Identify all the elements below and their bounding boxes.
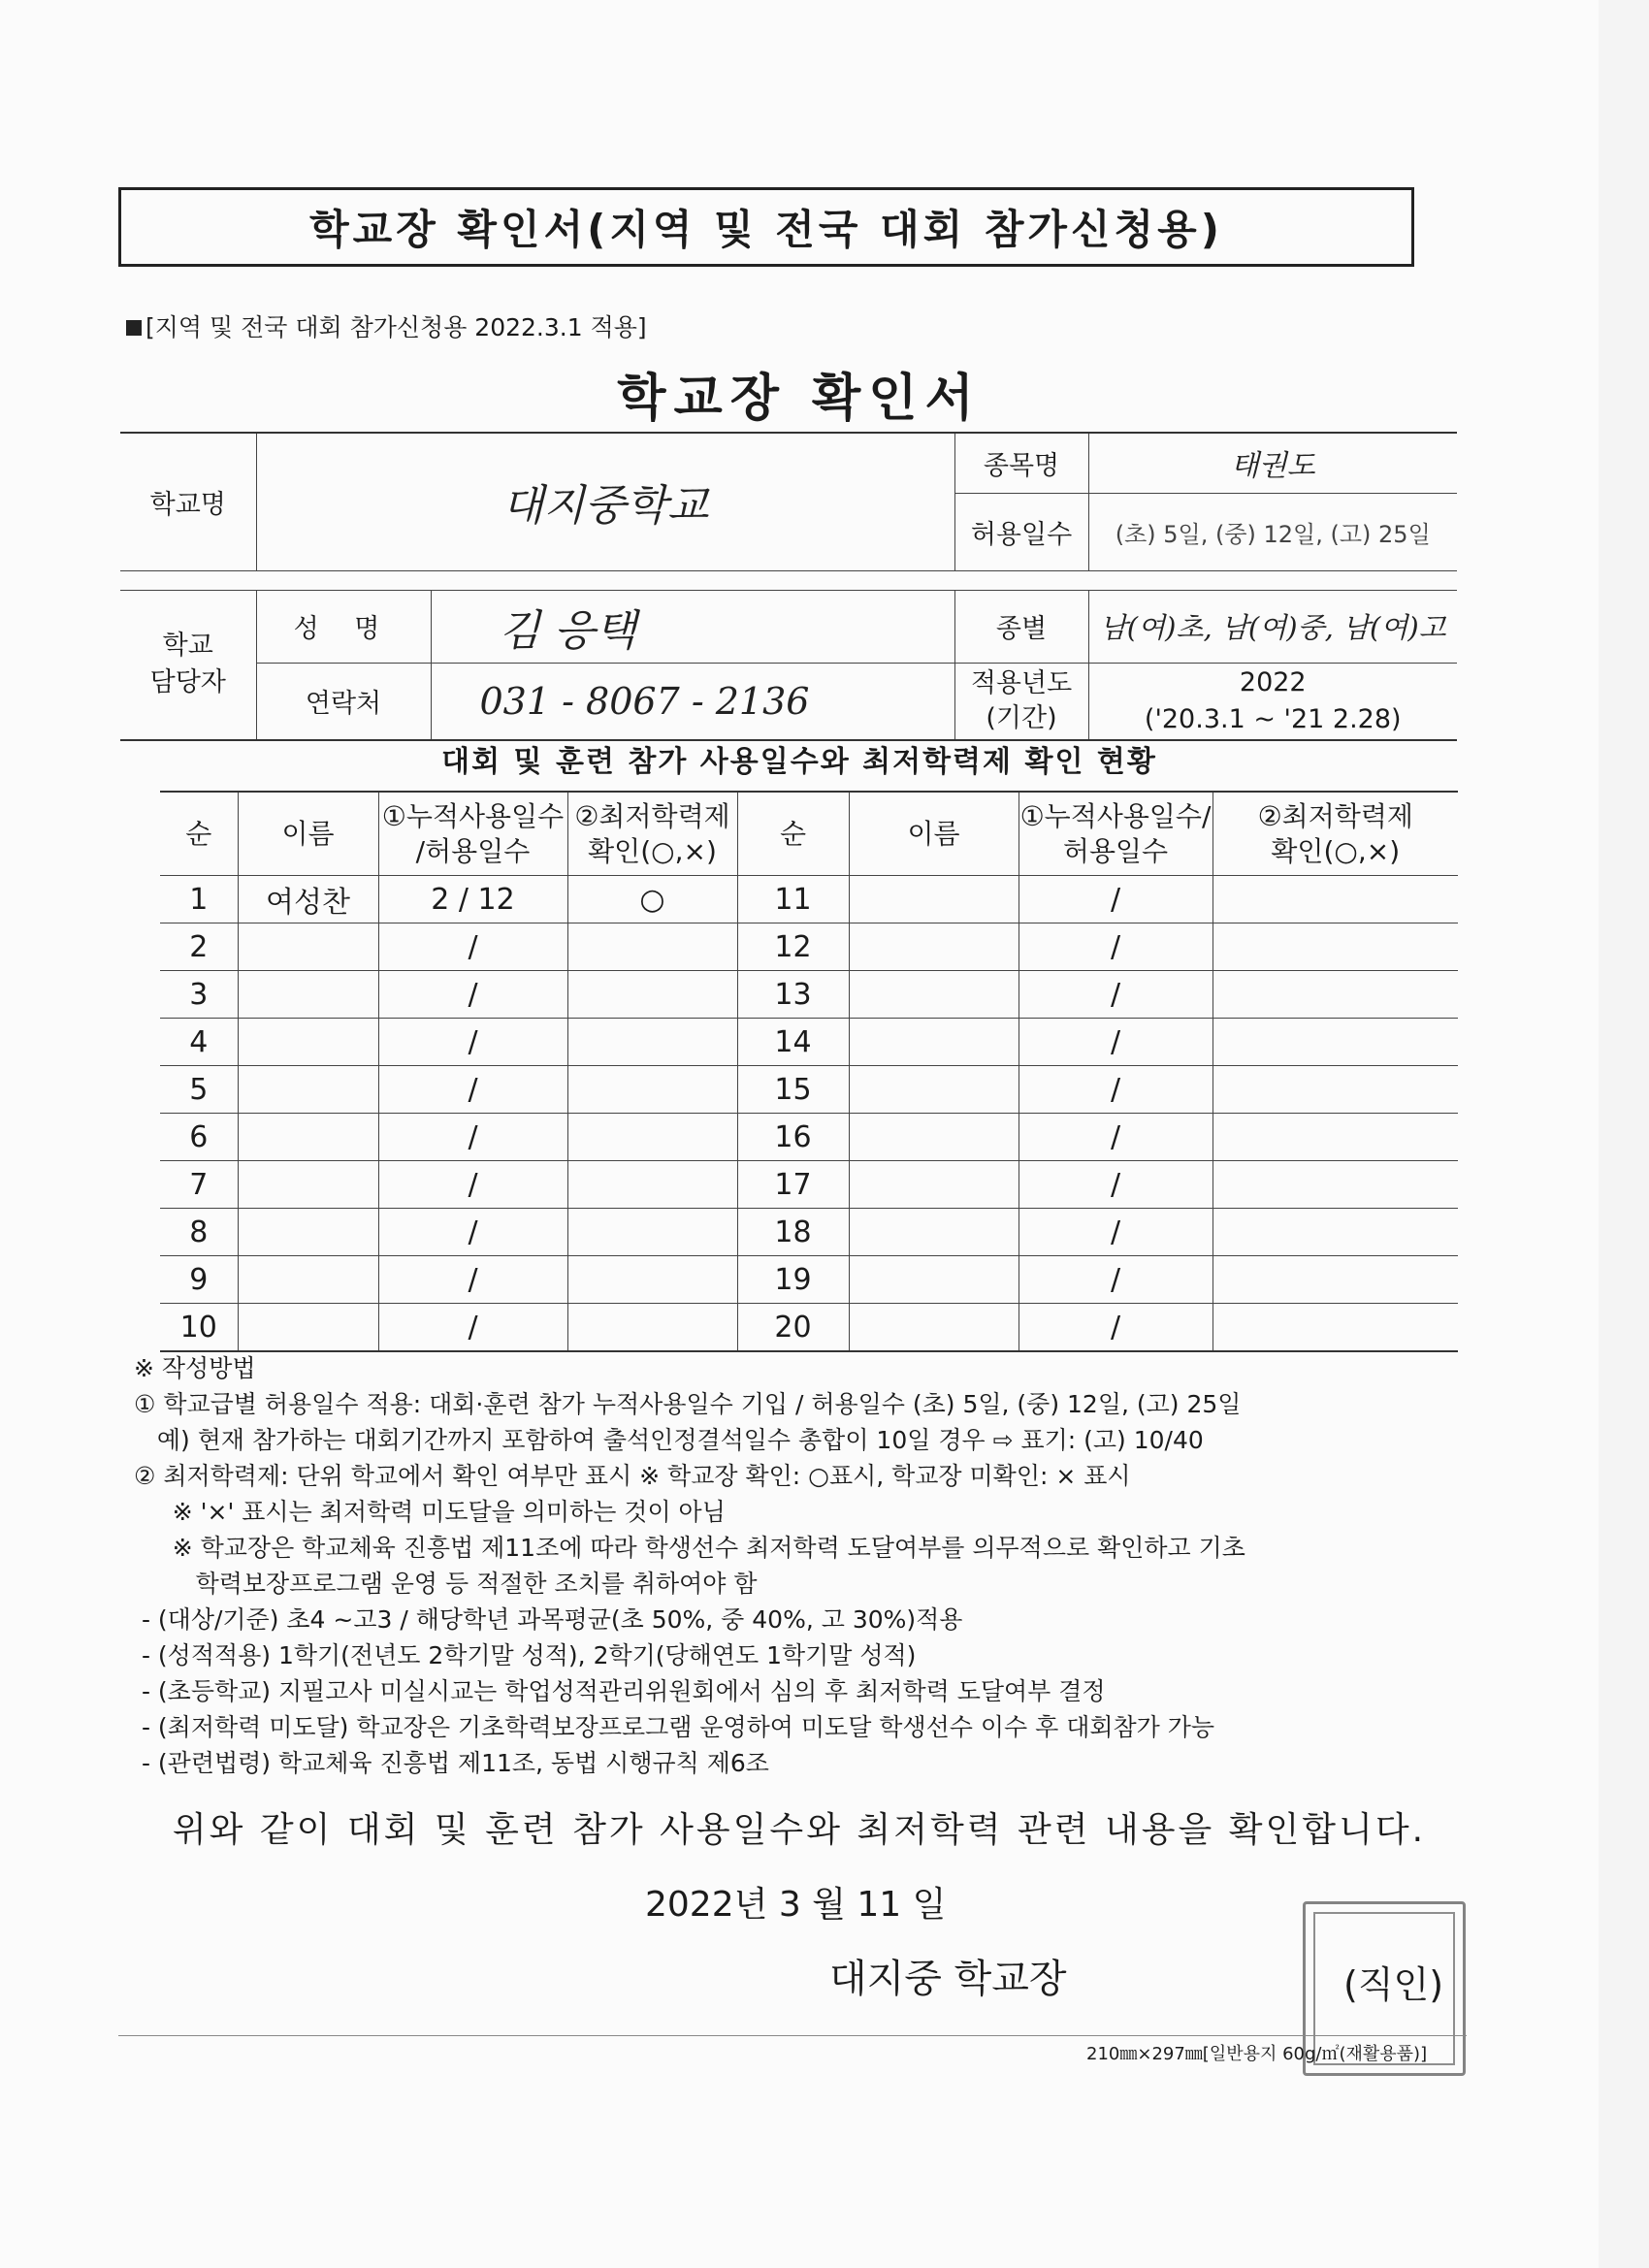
spacer-row bbox=[120, 570, 1457, 590]
row-name-2 bbox=[849, 923, 1018, 971]
row-no: 2 bbox=[160, 923, 238, 971]
table-row bbox=[160, 1114, 1458, 1161]
row-days: / bbox=[378, 1304, 567, 1352]
event-value: 태권도 bbox=[1088, 433, 1457, 493]
footer-divider bbox=[118, 2035, 1467, 2036]
row-check-2 bbox=[1212, 1161, 1458, 1209]
row-name bbox=[238, 971, 378, 1019]
row-name-2 bbox=[849, 1256, 1018, 1304]
row-no: 5 bbox=[160, 1066, 238, 1114]
row-check bbox=[567, 1066, 737, 1114]
row-check-2 bbox=[1212, 1066, 1458, 1114]
row-no: 3 bbox=[160, 971, 238, 1019]
instruction-line: - (최저학력 미도달) 학교장은 기초학력보장프로그램 운영하여 미도달 학생선수 이수 후 대회참가 가능 bbox=[134, 1713, 1215, 1741]
row-name-2 bbox=[849, 1019, 1018, 1066]
subheader-text: [지역 및 전국 대회 참가신청용 2022.3.1 적용] bbox=[146, 313, 647, 341]
row-check: ○ bbox=[567, 876, 737, 923]
header-no: 순 bbox=[160, 792, 238, 876]
instruction-line: 예) 현재 참가하는 대회기간까지 포함하여 출석인정결석일수 총합이 10일 경우 ⇨ 표기: (고) 10/40 bbox=[134, 1426, 1204, 1454]
row-no-2: 20 bbox=[737, 1304, 849, 1352]
row-no: 1 bbox=[160, 876, 238, 923]
row-days: / bbox=[378, 1256, 567, 1304]
instruction-line: - (관련법령) 학교체육 진흥법 제11조, 동법 시행규칙 제6조 bbox=[134, 1749, 769, 1777]
instruction-line: - (성적적용) 1학기(전년도 2학기말 성적), 2학기(당해연도 1학기말 성적) bbox=[134, 1641, 917, 1669]
instruction-line: ① 학교급별 허용일수 적용: 대회·훈련 참가 누적사용일수 기입 / 허용일수 (초) 5일, (중) 12일, (고) 25일 bbox=[134, 1390, 1242, 1418]
school-label: 학교명 bbox=[120, 433, 256, 570]
row-check bbox=[567, 1114, 737, 1161]
row-name-2 bbox=[849, 1304, 1018, 1352]
row-name-2 bbox=[849, 1066, 1018, 1114]
section-title: 대회 및 훈련 참가 사용일수와 최저학력제 확인 현황 bbox=[441, 745, 1157, 779]
main-title: 학교장 확인서 bbox=[617, 370, 982, 428]
row-check bbox=[567, 1256, 737, 1304]
row-days-2: / bbox=[1018, 923, 1212, 971]
row-name-2 bbox=[849, 1161, 1018, 1209]
school-value: 대지중학교 bbox=[256, 433, 954, 570]
instruction-line: - (초등학교) 지필고사 미실시교는 학업성적관리위원회에서 심의 후 최저학력 도달여부 결정 bbox=[134, 1677, 1106, 1705]
principal-name: 대지중 학교장 bbox=[829, 1957, 1067, 2001]
row-check-2 bbox=[1212, 1256, 1458, 1304]
table-row bbox=[160, 1066, 1458, 1114]
table-row bbox=[160, 876, 1458, 923]
row-days-2: / bbox=[1018, 1066, 1212, 1114]
row-check-2 bbox=[1212, 923, 1458, 971]
row-days-2: / bbox=[1018, 876, 1212, 923]
row-check bbox=[567, 923, 737, 971]
row-days-2: / bbox=[1018, 971, 1212, 1019]
row-name-2 bbox=[849, 971, 1018, 1019]
header-name: 이름 bbox=[238, 792, 378, 876]
row-check-2 bbox=[1212, 971, 1458, 1019]
table-row bbox=[160, 1161, 1458, 1209]
row-no-2: 12 bbox=[737, 923, 849, 971]
row-days: / bbox=[378, 1114, 567, 1161]
row-days-2: / bbox=[1018, 1304, 1212, 1352]
instructions bbox=[134, 1350, 1482, 1781]
year-cell bbox=[1088, 663, 1457, 740]
subheader bbox=[126, 308, 647, 343]
category-label: 종별 bbox=[954, 590, 1088, 663]
confirm-statement: 위와 같이 대회 및 훈련 참가 사용일수와 최저학력 관련 내용을 확인합니다. bbox=[172, 1810, 1427, 1850]
row-days-2: / bbox=[1018, 1114, 1212, 1161]
row-days: / bbox=[378, 1019, 567, 1066]
allowed-days-value: (초) 5일, (중) 12일, (고) 25일 bbox=[1088, 493, 1457, 570]
row-check-2 bbox=[1212, 876, 1458, 923]
instruction-line: 학력보장프로그램 운영 등 적절한 조치를 취하여야 함 bbox=[134, 1570, 758, 1598]
row-check bbox=[567, 1019, 737, 1066]
row-no-2: 14 bbox=[737, 1019, 849, 1066]
table-row bbox=[160, 1019, 1458, 1066]
row-no-2: 19 bbox=[737, 1256, 849, 1304]
manager-label: 학교 담당자 bbox=[120, 590, 256, 740]
header-days-2: ①누적사용일수/ 허용일수 bbox=[1018, 792, 1212, 876]
row-no-2: 15 bbox=[737, 1066, 849, 1114]
row-name bbox=[238, 1209, 378, 1256]
year-label: 적용년도 (기간) bbox=[954, 663, 1088, 740]
banner-title: 학교장 확인서(지역 및 전국 대회 참가신청용) bbox=[118, 187, 1414, 267]
row-no-2: 11 bbox=[737, 876, 849, 923]
row-name bbox=[238, 1066, 378, 1114]
row-no: 10 bbox=[160, 1304, 238, 1352]
contact-label: 연락처 bbox=[256, 663, 431, 740]
row-check-2 bbox=[1212, 1209, 1458, 1256]
square-bullet-icon bbox=[126, 320, 142, 336]
row-days: / bbox=[378, 1066, 567, 1114]
info-table bbox=[120, 432, 1457, 741]
row-days: 2 / 12 bbox=[378, 876, 567, 923]
usage-table bbox=[160, 791, 1458, 1352]
contact-value: 031 - 8067 - 2136 bbox=[431, 663, 954, 740]
date-text: 2022년 3 월 11 일 bbox=[645, 1885, 947, 1925]
row-no: 8 bbox=[160, 1209, 238, 1256]
row-name bbox=[238, 1161, 378, 1209]
row-check-2 bbox=[1212, 1114, 1458, 1161]
paper-spec: 210㎜×297㎜[일반용지 60g/㎡(재활용품)] bbox=[1086, 2044, 1428, 2064]
row-days: / bbox=[378, 971, 567, 1019]
row-days: / bbox=[378, 1209, 567, 1256]
name-label: 성 명 bbox=[256, 590, 431, 663]
row-no-2: 17 bbox=[737, 1161, 849, 1209]
allowed-days-label: 허용일수 bbox=[954, 493, 1088, 570]
row-check bbox=[567, 971, 737, 1019]
row-no: 6 bbox=[160, 1114, 238, 1161]
year-value: 2022 bbox=[1239, 666, 1307, 697]
table-row bbox=[160, 971, 1458, 1019]
instruction-line: ② 최저학력제: 단위 학교에서 확인 여부만 표시 ※ 학교장 확인: ○표시, 학교장 미확인: × 표시 bbox=[134, 1462, 1131, 1490]
instruction-line: - (대상/기준) 초4 ~고3 / 해당학년 과목평균(초 50%, 중 40%, 고 30%)적용 bbox=[134, 1605, 963, 1634]
year-period: ('20.3.1 ~ '21 2.28) bbox=[1144, 703, 1402, 734]
table-row bbox=[160, 1256, 1458, 1304]
row-days: / bbox=[378, 1161, 567, 1209]
row-days-2: / bbox=[1018, 1209, 1212, 1256]
row-days-2: / bbox=[1018, 1161, 1212, 1209]
row-name-2 bbox=[849, 1209, 1018, 1256]
row-days-2: / bbox=[1018, 1019, 1212, 1066]
row-check bbox=[567, 1304, 737, 1352]
row-no: 4 bbox=[160, 1019, 238, 1066]
header-check-2: ②최저학력제 확인(○,×) bbox=[1212, 792, 1458, 876]
row-name bbox=[238, 1019, 378, 1066]
instruction-line: ※ 작성방법 bbox=[134, 1354, 256, 1382]
instruction-line: ※ 학교장은 학교체육 진흥법 제11조에 따라 학생선수 최저학력 도달여부를 의무적으로 확인하고 기초 bbox=[134, 1534, 1245, 1562]
header-no-2: 순 bbox=[737, 792, 849, 876]
row-name bbox=[238, 923, 378, 971]
row-name bbox=[238, 1304, 378, 1352]
category-value: 남(여)초, 남(여)중, 남(여)고 bbox=[1088, 590, 1457, 663]
seal-label: (직인) bbox=[1343, 1963, 1444, 2006]
event-label: 종목명 bbox=[954, 433, 1088, 493]
row-check bbox=[567, 1161, 737, 1209]
row-no-2: 16 bbox=[737, 1114, 849, 1161]
header-name-2: 이름 bbox=[849, 792, 1018, 876]
row-days-2: / bbox=[1018, 1256, 1212, 1304]
row-no: 9 bbox=[160, 1256, 238, 1304]
row-no: 7 bbox=[160, 1161, 238, 1209]
row-check-2 bbox=[1212, 1019, 1458, 1066]
table-row bbox=[160, 1209, 1458, 1256]
table-row bbox=[160, 1304, 1458, 1352]
row-no-2: 13 bbox=[737, 971, 849, 1019]
row-name-2 bbox=[849, 1114, 1018, 1161]
row-check bbox=[567, 1209, 737, 1256]
row-no-2: 18 bbox=[737, 1209, 849, 1256]
header-days: ①누적사용일수 /허용일수 bbox=[378, 792, 567, 876]
row-name-2 bbox=[849, 876, 1018, 923]
instruction-line: ※ '×' 표시는 최저학력 미도달을 의미하는 것이 아님 bbox=[134, 1498, 726, 1526]
row-name bbox=[238, 1114, 378, 1161]
table-row bbox=[160, 923, 1458, 971]
row-name: 여성찬 bbox=[238, 876, 378, 923]
header-check: ②최저학력제 확인(○,×) bbox=[567, 792, 737, 876]
row-check-2 bbox=[1212, 1304, 1458, 1352]
name-value: 김 응택 bbox=[431, 590, 954, 663]
row-name bbox=[238, 1256, 378, 1304]
seal-text bbox=[1306, 1920, 1463, 1944]
row-days: / bbox=[378, 923, 567, 971]
